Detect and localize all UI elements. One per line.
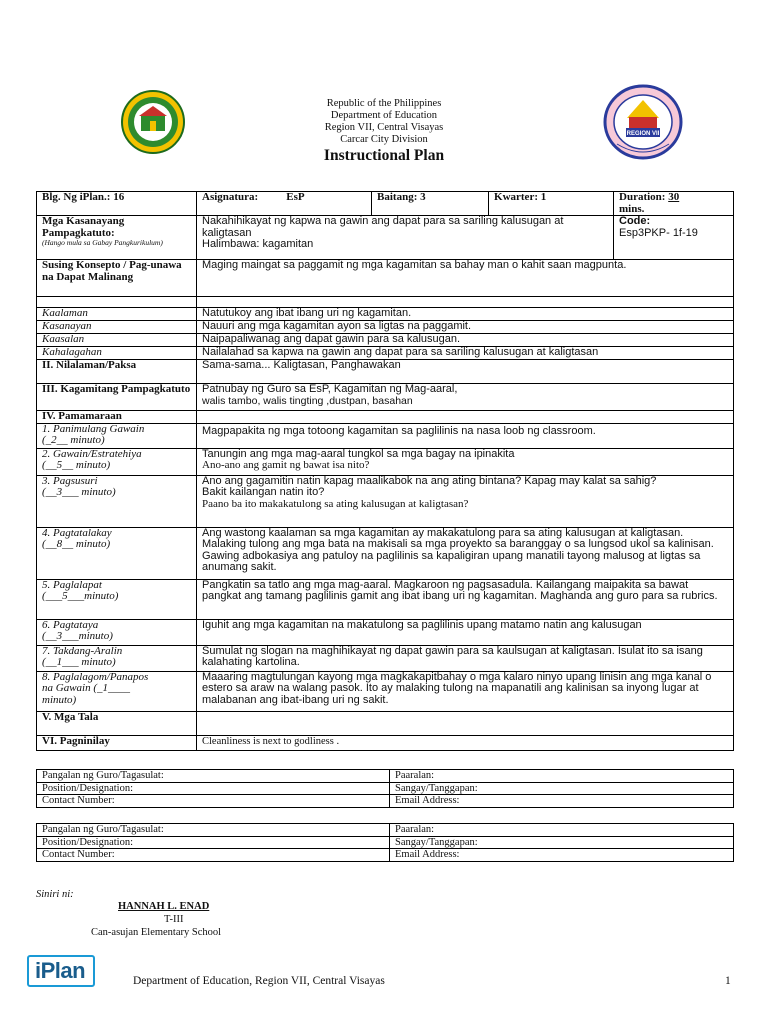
step-name: 3. Pagsusuri [42,475,98,487]
position-field: Position/Designation: [37,836,390,849]
division-field: Sangay/Tanggapan: [390,782,734,795]
content-topic-row [37,360,734,384]
step-label [37,579,197,619]
reviewed-by-label: Siniri ni: [36,889,74,900]
code-value: Esp3PKP- 1f-19 [619,226,698,239]
step-text: Tanungin ang mga mag-aaral tungkol sa mga bagay na ipinakita [202,448,515,460]
notes-row [37,711,734,735]
domain-row-kaasalan [37,334,734,347]
step-row-3 [37,475,734,527]
domain-label: Kasanayan [37,321,197,334]
footer-text: Department of Education, Region VII, Central Visayas [133,975,385,987]
iplan-logo-text: iPlan [35,958,86,983]
competency-label: Mga Kasanayang Pampagkatuto: [42,215,125,239]
reviewer-school: Can-asujan Elementary School [91,927,222,938]
key-concept-label: Susing Konsepto / Pag-unawa na Dapat Malinang [37,260,197,297]
contact-field: Contact Number: [37,849,390,862]
step-label [37,619,197,645]
competency-text: Nakahihikayat ng kapwa na gawin ang dapat para sa sariling kalusugan at kaligtasan [202,215,564,239]
header-line-4: Carcar City Division [340,134,428,145]
info-row [37,824,734,837]
school-field: Paaralan: [390,770,734,783]
header-line-2: Department of Education [330,110,438,121]
subject-cell [197,192,372,216]
header-line-3: Region VII, Central Visayas [324,122,444,133]
competency-source-note: (Hango mula sa Gabay Pangkurikulum) [42,238,163,247]
document-header [234,98,534,146]
duration-value: 30 [668,191,680,203]
key-concept-row [37,260,734,297]
division-field: Sangay/Tanggapan: [390,836,734,849]
step-label [37,527,197,579]
region-seal-logo [603,84,683,160]
step-row-4 [37,527,734,579]
step-content: Iguhit ang mga kagamitan na makatulong sa paglilinis upang matamo natin ang kalusugan [197,619,734,645]
subject-label: Asignatura: [202,191,259,203]
step-text: Paano ba ito makakatulong sa ating kalusugan at kaligtasan? [202,497,469,510]
step-label [37,423,197,448]
step-text: Ano ang gagamitin natin kapag maalikabok na ang ating bintana? Kapag may kalat sa sahig? [202,475,657,487]
step-name: 8. Paglalagom/Panapos [42,671,149,683]
reflection-label: VI. Pagninilay [37,735,197,750]
procedure-label: IV. Pamamaraan [37,411,197,424]
step-content: Sumulat ng slogan na maghihikayat ng dapat gawin para sa kaulsugan at kaligtasan. Isulat ito sa isang kalahating kartolina. [197,645,734,671]
step-name: 1. Panimulang Gawain [42,423,145,435]
author-info-table-1 [36,769,734,808]
teacher-name-field: Pangalan ng Guro/Tagasulat: [37,824,390,837]
step-name: 2. Gawain/Estratehiya [42,448,142,460]
step-duration: (__5__ minuto) [42,459,111,471]
content-topic-label: II. Nilalaman/Paksa [37,360,197,384]
duration-label: Duration: [619,191,666,203]
step-content [197,475,734,527]
step-row-7 [37,645,734,671]
step-name: 6. Pagtataya [42,619,99,631]
domain-row-kahalagahan [37,347,734,360]
materials-label: III. Kagamitang Pampagkatuto [37,384,197,411]
code-cell [614,216,734,260]
subject-value: EsP [286,191,305,203]
instructional-plan-table [36,191,734,751]
materials-content [197,384,734,411]
domain-content: Naipapaliwanag ang dapat gawin para sa kalusugan. [197,334,734,347]
reviewer-name: HANNAH L. ENAD [118,901,210,912]
step-text: Bakit kailangan natin ito? [202,486,325,498]
step-duration: (___5___minuto) [42,590,119,602]
step-duration: (_2__ minuto) [42,434,105,446]
step-duration: (__1___ minuto) [42,656,116,668]
step-label [37,645,197,671]
materials-line-1: Patnubay ng Guro sa EsP, Kagamitan ng Mag-aaral, [202,383,458,395]
step-content [197,448,734,475]
duration-cell [614,192,734,216]
code-label: Code: [619,215,651,227]
region-seal-label: REGION VII [626,131,660,137]
domain-content: Natutukoy ang ibat ibang uri ng kagamitan. [197,308,734,321]
domain-label: Kaalaman [37,308,197,321]
step-row-5 [37,579,734,619]
notes-content [197,711,734,735]
duration-unit: mins. [619,202,645,215]
step-row-8 [37,671,734,711]
division-seal-logo [120,89,186,155]
email-field: Email Address: [390,849,734,862]
info-row [37,782,734,795]
content-topic-value: Sama-sama... Kaligtasan, Panghawakan [197,360,734,384]
header-line-1: Republic of the Philippines [326,98,442,109]
reflection-content: Cleanliness is next to godliness . [197,735,734,750]
step-duration: (__3___minuto) [42,630,113,642]
step-name: 7. Takdang-Aralin [42,645,123,657]
step-content [197,423,734,448]
materials-line-2: walis tambo, walis tingting ,dustpan, basahan [202,394,413,407]
competency-content [197,216,614,260]
blank-row [37,297,734,308]
iplan-logo [27,955,95,987]
grade-level: Baitang: 3 [372,192,489,216]
step-duration: (__8__ minuto) [42,538,111,550]
quarter: Kwarter: 1 [489,192,614,216]
reflection-row [37,735,734,750]
step-content: Pangkatin sa tatlo ang mga mag-aaral. Magkaroon ng pagsasadula. Kailangang maipakita sa bawat pangkat ang tamang paglilinis gamit ang ibat ibang uri ng kagamitan. Maghanda ang guro para sa rubrics. [197,579,734,619]
info-row [37,795,734,808]
school-field: Paaralan: [390,824,734,837]
plan-info-row [37,192,734,216]
step-text: Magpapakita ng mga totoong kagamitan sa paglilinis na nasa loob ng classroom. [202,424,596,437]
step-duration: minuto) [42,693,77,706]
email-field: Email Address: [390,795,734,808]
key-concept-content: Maging maingat sa paggamit ng mga kagamitan sa bahay man o kahit saan magpunta. [197,260,734,297]
notes-label: V. Mga Tala [37,711,197,735]
info-row [37,849,734,862]
reviewer-position: T-III [164,914,184,925]
page-number: 1 [725,975,731,987]
competency-label-cell [37,216,197,260]
domain-row-kasanayan [37,321,734,334]
materials-row [37,384,734,411]
position-field: Position/Designation: [37,782,390,795]
competency-example: Halimbawa: kagamitan [202,238,314,250]
step-name: 4. Pagtatalakay [42,527,112,539]
step-name: 5. Paglalapat [42,579,102,591]
contact-field: Contact Number: [37,795,390,808]
step-duration: (__3___ minuto) [42,486,116,498]
step-content: Ang wastong kaalaman sa mga kagamitan ay makakatulong para sa ating kalusugan at kaligtasan. Malaking tulong ang mga bata na makisali sa mga proyekto sa baranggay o sa lungsod ukol sa kalinisan. Gawing adbokasiya ang patuloy na paglilinis sa kapaligiran upang manatili tayong malusog at ligtas sa anumang sakit. [197,527,734,579]
teacher-name-field: Pangalan ng Guro/Tagasulat: [37,770,390,783]
domain-row-kaalaman [37,308,734,321]
step-row-2 [37,448,734,475]
domain-content: Nailalahad sa kapwa na gawin ang dapat para sa sariling kalusugan at kaligtasan [197,347,734,360]
author-info-table-2 [36,823,734,862]
info-row [37,836,734,849]
step-content: Maaaring magtulungan kayong mga magkakapitbahay o mga kalaro ninyo upang linisin ang mga kanal o estero sa araw na walang pasok. Ito ay malaking tulong na mapanatili ang kalinisan sa inyong lugar at malabanan ang ibat-ibang uri ng sakit. [197,671,734,711]
competency-row [37,216,734,260]
step-text: Ano-ano ang gamit ng bawat isa nito? [202,459,370,471]
step-duration: na Gawain (_1____ [42,682,130,694]
document-title: Instructional Plan [323,147,445,164]
step-row-6 [37,619,734,645]
procedure-header-row [37,411,734,424]
domain-content: Nauuri ang mga kagamitan ayon sa ligtas na paggamit. [197,321,734,334]
step-label [37,448,197,475]
step-label [37,671,197,711]
domain-label: Kahalagahan [37,347,197,360]
iplan-number: Blg. Ng iPlan.: 16 [37,192,197,216]
step-row-1 [37,423,734,448]
step-label [37,475,197,527]
domain-label: Kaasalan [37,334,197,347]
info-row [37,770,734,783]
